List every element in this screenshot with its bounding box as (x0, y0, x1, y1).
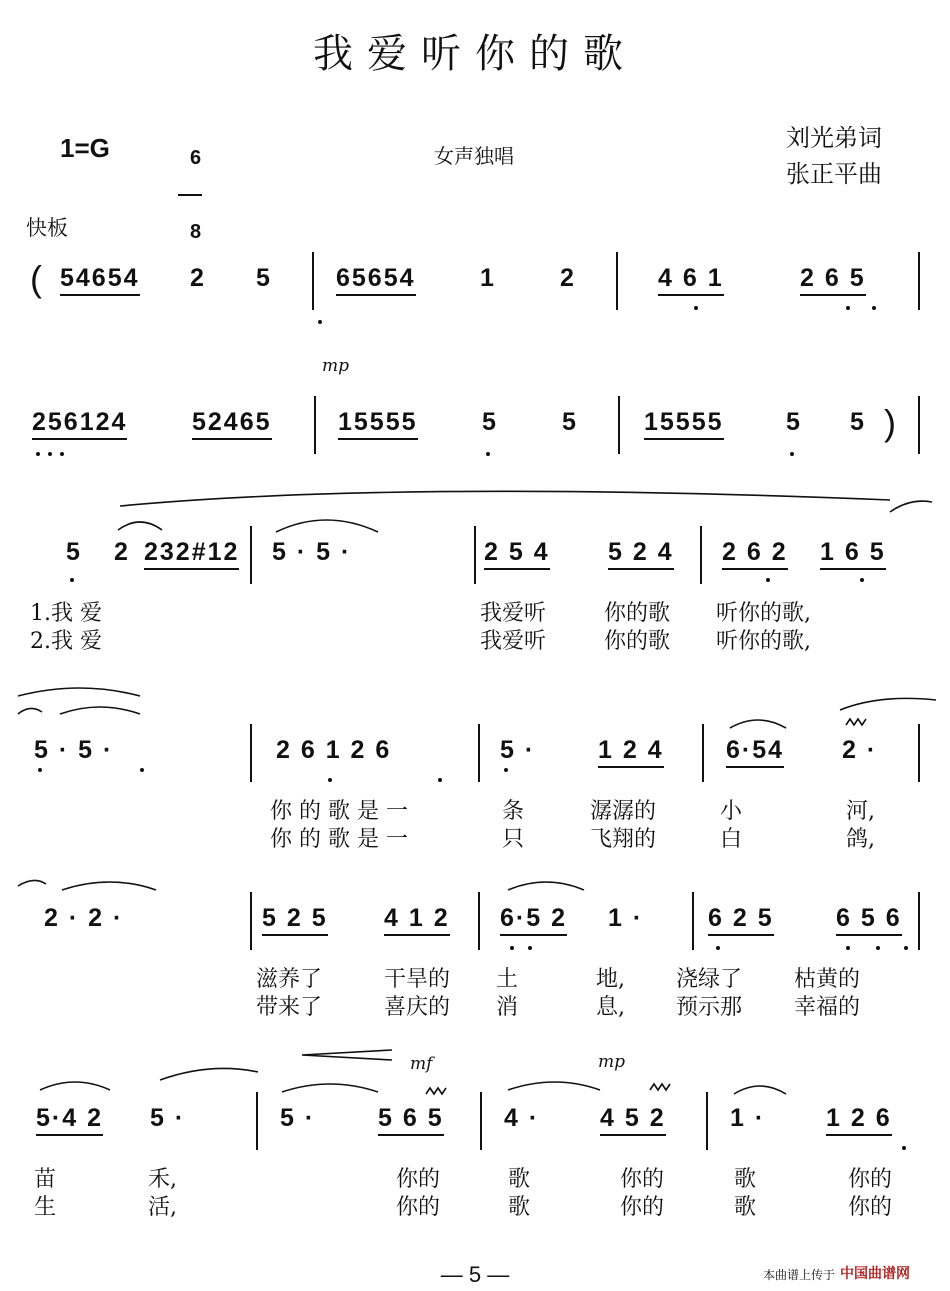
note-group: 5·4 2 (36, 1104, 103, 1136)
dynamic-mf: mf (410, 1054, 433, 1074)
lyric-verse1: 枯黄的 (794, 967, 861, 992)
slur (160, 1068, 258, 1080)
lyric-verse2: 你 的 歌 是 一 (270, 827, 408, 852)
note-group: 5 2 4 (608, 538, 674, 570)
note-group: 15555 (644, 408, 724, 440)
slur (40, 1082, 110, 1090)
lyric-verse2: 带来了 (256, 995, 323, 1020)
lyric-verse1: 1.我 爱 (30, 601, 102, 626)
intro-close-paren: ) (884, 402, 898, 443)
note: 5 (482, 408, 498, 436)
note: 5 (66, 538, 82, 566)
note-group: 5 · (150, 1104, 186, 1132)
note-group: 54654 (60, 264, 140, 296)
note: 5 (850, 408, 866, 436)
mordent (846, 719, 866, 725)
slur (276, 520, 378, 532)
lyricist-credit: 刘光弟词 (786, 124, 882, 152)
note-group: 5 · (500, 736, 536, 764)
note-group: 6 5 6 (836, 904, 902, 936)
lyric-verse1: 浇绿了 (676, 967, 743, 992)
lyric-verse2: 鸽, (846, 827, 875, 852)
lyric-verse1: 你的歌 (604, 601, 671, 626)
lyric-verse1: 你的 (396, 1167, 441, 1192)
slur (508, 1082, 600, 1090)
lyric-verse2: 消 (496, 995, 519, 1020)
slur (62, 882, 156, 890)
slur (18, 688, 140, 696)
mordent (426, 1088, 446, 1094)
note-group: 4 · (504, 1104, 540, 1132)
note-group: 6·5 2 (500, 904, 567, 936)
note-group: 6·54 (726, 736, 784, 768)
lyric-verse1: 潺潺的 (590, 799, 657, 824)
lyric-verse2: 你的 (848, 1195, 893, 1220)
lyric-verse2: 只 (502, 827, 525, 852)
note-group: 52465 (192, 408, 272, 440)
lyric-verse2: 预示那 (676, 995, 743, 1020)
upload-note: 本曲谱上传于 (763, 1268, 836, 1282)
lyric-verse1: 你的 (848, 1167, 893, 1192)
lyric-verse2: 你的 (396, 1195, 441, 1220)
slur (60, 707, 140, 714)
note-group: 1 2 6 (826, 1104, 892, 1136)
mordent (650, 1084, 670, 1090)
slur (840, 698, 936, 710)
note-group: 5 · 5 · (34, 736, 114, 764)
lyric-verse2: 幸福的 (794, 995, 861, 1020)
song-title: 我爱听你的歌 (313, 31, 637, 77)
lyric-verse1: 滋养了 (256, 967, 323, 992)
note-group: 2 · 2 · (44, 904, 124, 932)
note-group: 5 6 5 (378, 1104, 444, 1136)
lyric-verse1: 禾, (148, 1167, 177, 1192)
lyric-verse1: 条 (502, 799, 525, 824)
lyric-verse1: 我爱听 (480, 601, 547, 626)
slur (734, 1086, 786, 1094)
lyric-verse1: 听你的歌, (716, 601, 811, 626)
slur (730, 720, 786, 728)
time-sig-top: 6 (190, 147, 202, 169)
note: 1 (480, 264, 496, 292)
time-sig-bottom: 8 (190, 221, 202, 243)
lyric-verse2: 喜庆的 (384, 995, 451, 1020)
note-group: 5 · (280, 1104, 316, 1132)
note-group: 5 2 5 (262, 904, 328, 936)
dynamic-mp: mp (322, 356, 350, 376)
note-group: 1 2 4 (598, 736, 664, 768)
note-group: 232#12 (144, 538, 239, 570)
lyric-verse1: 你 的 歌 是 一 (270, 799, 408, 824)
lyric-verse2: 生 (34, 1195, 57, 1220)
note-group: 1 · (730, 1104, 766, 1132)
note-group: 4 6 1 (658, 264, 724, 296)
lyric-verse2: 听你的歌, (716, 629, 811, 654)
lyric-verse1: 你的 (620, 1167, 665, 1192)
lyric-verse2: 你的歌 (604, 629, 671, 654)
slur (18, 708, 42, 714)
page-number: — 5 — (440, 1262, 510, 1287)
note: 5 (256, 264, 272, 292)
slur (508, 882, 584, 890)
lyric-verse2: 息, (596, 995, 625, 1020)
slur (282, 1084, 378, 1092)
note-group: 2 5 4 (484, 538, 550, 570)
note-group: 2 6 2 (722, 538, 788, 570)
performance-type: 女声独唱 (434, 144, 514, 168)
lyric-verse1: 苗 (34, 1167, 57, 1192)
lyric-verse1: 干旱的 (384, 967, 451, 992)
note-group: 65654 (336, 264, 416, 296)
note: 2 (190, 264, 206, 292)
lyric-verse1: 地, (596, 967, 625, 992)
note-group: 1 · (608, 904, 644, 932)
lyric-verse2: 2.我 爱 (30, 629, 102, 654)
slur (18, 880, 46, 886)
lyric-verse2: 歌 (508, 1195, 531, 1220)
crescendo-hairpin (302, 1050, 392, 1060)
lyric-verse1: 歌 (508, 1167, 531, 1192)
note-group: 4 1 2 (384, 904, 450, 936)
site-logo: 中国曲谱网 (840, 1265, 910, 1281)
note-group: 15555 (338, 408, 418, 440)
note: 5 (562, 408, 578, 436)
lyric-verse2: 飞翔的 (590, 827, 657, 852)
lyric-verse2: 我爱听 (480, 629, 547, 654)
note-group: 5 · 5 · (272, 538, 352, 566)
note-group: 6 2 5 (708, 904, 774, 936)
dynamic-mp: mp (598, 1052, 626, 1072)
note-group: 2 · (842, 736, 878, 764)
note-group: 2 6 1 2 6 (276, 736, 392, 764)
tempo-marking: 快板 (26, 216, 68, 240)
slur (118, 522, 162, 530)
lyric-verse1: 小 (720, 799, 743, 824)
note-group: 4 5 2 (600, 1104, 666, 1136)
note: 2 (560, 264, 576, 292)
lyric-verse1: 河, (846, 799, 875, 824)
note: 2 (114, 538, 130, 566)
lyric-verse2: 歌 (734, 1195, 757, 1220)
lyric-verse1: 土 (496, 967, 519, 992)
lyric-verse2: 你的 (620, 1195, 665, 1220)
slur (890, 501, 932, 512)
note-group: 256124 (32, 408, 127, 440)
intro-open-paren: ( (30, 258, 44, 299)
note: 5 (786, 408, 802, 436)
note-group: 1 6 5 (820, 538, 886, 570)
lyric-verse2: 活, (148, 1195, 177, 1220)
note-group: 2 6 5 (800, 264, 866, 296)
composer-credit: 张正平曲 (786, 160, 882, 188)
lyric-verse2: 白 (720, 827, 743, 852)
slur (120, 491, 890, 506)
lyric-verse1: 歌 (734, 1167, 757, 1192)
key-signature: 1=G (60, 133, 110, 163)
